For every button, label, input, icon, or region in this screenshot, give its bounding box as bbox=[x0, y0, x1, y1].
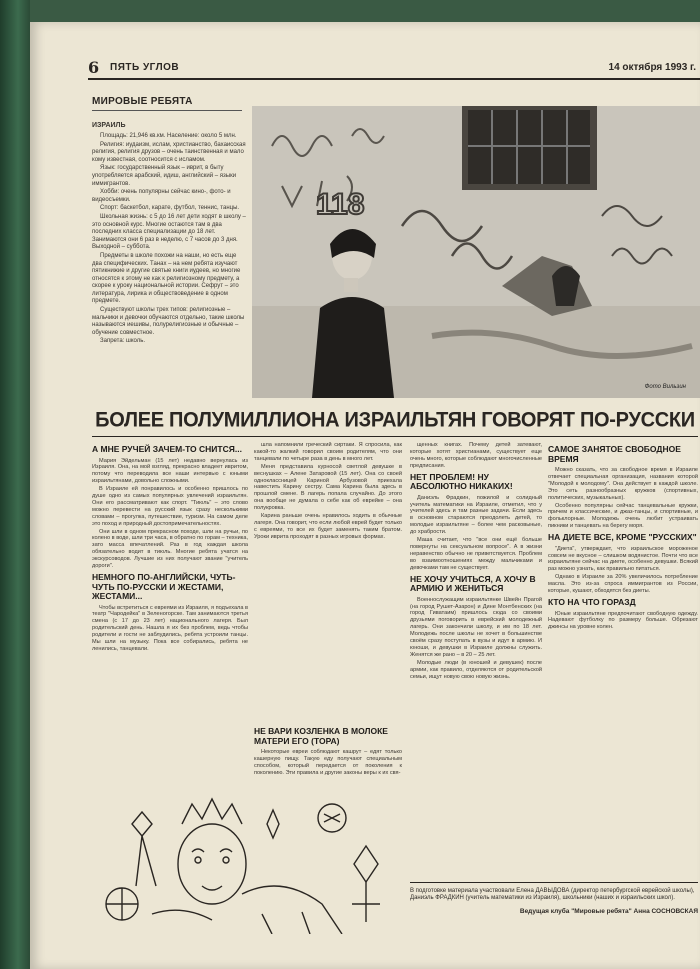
paragraph: Даниэль Фрадкин, пожилой и солидный учитель математики на Израиле, отметил, что у учителей здесь и там разные задачи. Если здесь в основном стараются преодолеть детей, то молодые израильтяне – более чем расковыные, до храбрости. bbox=[410, 494, 542, 536]
folk-drawing-illustration bbox=[92, 794, 408, 934]
paragraph: Военнослужащим израильтянке Швейн Прагой (на город Рушет-Азарон) и Дине Монтбенских (на город Гиватаим) пришлось сюда со своими друзьями поговорить в еврейский молодежный лагерь. Они закончили школу, и им по 18 лет. Молодежь после школы не хочет в большинстве своём сразу поступать в вузы и идут в армию. И юноши, и девушки в Израиле должны служить. Женятся же рано – в 20 – 25 лет. bbox=[410, 596, 542, 658]
paragraph: Маша считает, что "все они ещё больше повернуты на сексуальном вопросе". А в жизни неравенство обычно не приветствуется. Проблем во взаимоотношениях между мальчиками и девочками там не существует. bbox=[410, 537, 542, 571]
subheading: А МНЕ РУЧЕЙ ЗАЧЕМ-ТО СНИТСЯ... bbox=[92, 444, 242, 454]
factbox-paragraph: Спорт: баскетбол, карате, футбол, теннис, танцы. bbox=[100, 205, 240, 212]
rubric-divider bbox=[92, 110, 242, 111]
subheading: НЕМНОГО ПО-АНГЛИЙСКИ, ЧУТЬ-ЧУТЬ ПО-РУССКИ И ЖЕСТАМИ, ЖЕСТАМИ... bbox=[92, 572, 236, 601]
factbox-paragraph: Хобби: очень популярны сейчас кино-, фото- и видеосъемки. bbox=[92, 189, 231, 203]
subheading: КТО НА ЧТО ГОРАЗД bbox=[548, 597, 636, 607]
paragraph: Меня представила курносой светлой девушке в веснушках – Алене Затаровой (15 лет). Она со своей одноклассницей Кариной Арбузовой приехала навестить Карину сестру. Сама Карина была здесь в прошлой смене. В лагерь попала случайно. До этого она вообще не думала о себе как об еврейке – она полукровка. bbox=[254, 463, 402, 512]
paragraph: Юные израильтяне предпочитают свободную одежду. Надевают футболку по размеру больше. Обрезают джинсы на уровне колен. bbox=[548, 610, 698, 631]
factbox-paragraph: Запрета: школь. bbox=[100, 338, 146, 345]
subheading: САМОЕ ЗАНЯТОЕ СВОБОДНОЕ ВРЕМЯ bbox=[548, 444, 681, 464]
country-factbox bbox=[92, 122, 247, 347]
paragraph: Молодые люди (в юношей и девушек) после армии, как правило, отделяются от родительской семьи, ищут новую свою новую жизнь. bbox=[410, 659, 542, 680]
paragraph: Особенно популярны сейчас танцевальные кружки, причем и классические, и джаз-танцы, и спортивные, и фольклорные. Молодежь очень любит устраивать пикники и танцевать на берегу моря. bbox=[548, 502, 698, 530]
article-footer bbox=[410, 888, 698, 915]
factbox-paragraph: Школьная жизнь: с 5 до 16 лет дети ходят в школу – это основной курс. Многие остаются там в два последних класса специализации до 18 лет. Занимаются они 6 раз в неделю, с 7 часов до 3 дня. Выходной – суббота. bbox=[92, 213, 246, 251]
book-spine bbox=[0, 0, 30, 969]
newspaper-page bbox=[30, 22, 700, 969]
footer-rule bbox=[410, 882, 698, 883]
paragraph: шла напомнили греческий сиртаки. Я спросила, как какой-то жалкий говорил своим родителям, что они танцевали по четыре раза в день в много лет. bbox=[254, 442, 402, 462]
paragraph: Однако в Израиле за 20% увеличилось потребление масла. Это из-за спроса иммигрантов из России, которые, кушают, обходятся без диеты. bbox=[548, 574, 698, 595]
graffiti-number: 118 bbox=[316, 188, 365, 221]
page-header bbox=[88, 60, 700, 80]
article-column-4 bbox=[548, 442, 698, 872]
byline-signature: Ведущая клуба "Мировые ребята" Анна СОСНОВСКАЯ bbox=[519, 907, 698, 915]
issue-date: 14 октября 1993 г. bbox=[608, 62, 696, 73]
article-column-1 bbox=[92, 442, 248, 788]
factbox-paragraph: Язык: государственный язык – иврит, в быту употребляется арабский, идиш, английский – языки иммигрантов. bbox=[92, 165, 237, 187]
subheading: НЕТ ПРОБЛЕМ! НУ АБСОЛЮТНО НИКАКИХ! bbox=[410, 471, 513, 492]
paragraph: В Израиле ей понравилось и особенно пришлось по душе одно из самых популярных увлечений израильтян. Они его рассматривают как спорт. "Тиюль" – это слово можно перевести на русский язык сразу несколькими словами – прогулка, путешествие, туризм. На самом деле это поход и природный достопримечательностях. bbox=[92, 486, 248, 527]
photo-illustration bbox=[252, 106, 700, 398]
rubric-title: МИРОВЫЕ РЕБЯТА bbox=[92, 96, 193, 107]
paragraph: щенных книгах. Почему детей затевают, которые хотят христианами, существует еще очень много, которые соблюдают многочисленные предписания. bbox=[410, 442, 542, 469]
paragraph: Чтобы встретиться с евреями из Израиля, я подъехала в театр "Чародейка" в Зеленогорске. Там занимаются третья смена (с 17 до 23 лет) национального лагеря. Был родительский день. Нашла я их без проблем, ведь чтобы родители и гости не заблудились, ребята устроили танцы. Мы шли на музыку. Пока все собирались, ребята не ленились, танцевали. bbox=[92, 604, 248, 652]
subheading: НЕ ХОЧУ УЧИТЬСЯ, А ХОЧУ В АРМИЮ И ЖЕНИТЬСЯ bbox=[410, 573, 536, 594]
headline-rule bbox=[92, 436, 698, 437]
paragraph: Мария Эйдельман (15 лет) недавно вернулась из Израиля. Она, на мой взгляд, прекрасно владеет ивритом, потому что переводила все наши интервью с юными израильтянами, довольно сложными. bbox=[92, 457, 248, 485]
photo-credit: Фото Вильзин bbox=[644, 384, 686, 390]
graffiti-wall-photo bbox=[252, 106, 700, 398]
factbox-paragraph: Религия: иудаизм, ислам, христианство, бахаисская религия, религия друзов – очень таинственная и мало кому известная, соотносится с исламом. bbox=[92, 141, 246, 163]
subheading: НЕ ВАРИ КОЗЛЕНКА В МОЛОКЕ МАТЕРИ ЕГО (ТОРА) bbox=[254, 726, 388, 746]
column-2-lower bbox=[254, 724, 402, 778]
article-column-3 bbox=[410, 442, 542, 908]
factbox-paragraph: Существуют школы трех типов: религиозные – мальчики и девочки обучаются отдельно, такие школы называются иешивы, полурелигиозные и обычные – обучение совместное. bbox=[92, 307, 245, 336]
main-headline: БОЛЕЕ ПОЛУМИЛЛИОНА ИЗРАИЛЬТЯН ГОВОРЯТ ПО-РУССКИ bbox=[95, 408, 695, 432]
paragraph: Карина раньше очень нравилось ходить в обычные лагеря. Она говорит, что если любой еврей будет только с евреями, то все их будет заменять таким братом. Уроки иврита проходят в разных игровых формах. bbox=[254, 513, 402, 540]
factbox-country: ИЗРАИЛЬ bbox=[92, 122, 126, 129]
contributors-note: В подготовке материала участвовали Елена ДАВЫДОВА (директор петербургской еврейской школы), Даниэль ФРАДКИН (учитель математики из Израиля), школьники (наших и израильских школ). bbox=[410, 888, 695, 902]
paragraph: Некоторые евреи соблюдают кашрут – едят только кашерную пищу. Такую еду получают специальным способом, который передается от поколения к поколению. Эти правила и другие законы веры к их свя- bbox=[254, 749, 402, 776]
factbox-paragraph: Предметы в школе похожи на наши, но есть еще два специфических. Танах – на нем ребята изучают пятикнижие и другие святые книги иудеев, но многие относятся к этому не как к религиозному предмету, а скорее к уроку национальной истории. Сефрут – это литература, лирика и обществоведение в одном предмете. bbox=[92, 252, 241, 305]
publication-name: ПЯТЬ УГЛОВ bbox=[110, 62, 180, 73]
paragraph: Можно сказать, что за свободное время в Израиле отвечает специальная организация, названия которой "Молодой к молодому". Она действует в каждой школе. Это сеть разнообразных кружков (спортивных, политических, музыкальных). bbox=[548, 467, 698, 501]
page-number: 6 bbox=[88, 58, 100, 77]
paragraph: "Диета", утверждает, что израильское мороженое совсем не вкусное – слишком водянистое. Почти что все израильтяне сейчас на диете, особенно девушки. Всякий раз можно узнать, как правильно питаться. bbox=[548, 545, 698, 573]
paragraph: Они шли в одном прекрасном походе, шли на ручьи, по колено в воде, шли три часа, в обратно по горам – техника, зато масса впечатлений. Раз в год каждая школа обязательно водит в тиюль. Многие ребята учатся на экскурсоводов. Лучшие из них получают звание "учитель дороги". bbox=[92, 528, 248, 570]
factbox-paragraph: Площадь: 21,946 кв.км. Население: около 5 млн. bbox=[100, 133, 237, 139]
subheading: НА ДИЕТЕ ВСЕ, КРОМЕ "РУССКИХ" bbox=[548, 532, 697, 543]
